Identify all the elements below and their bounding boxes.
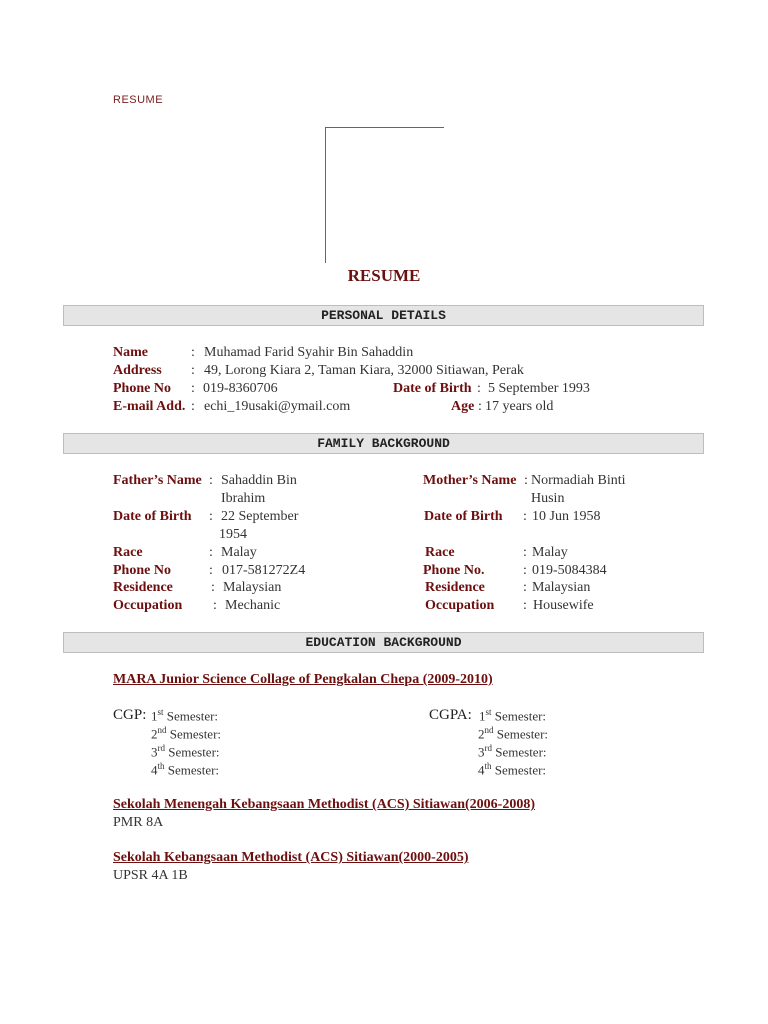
school-2-result: PMR 8A [113,815,164,830]
father-residence-value: Malaysian [223,580,282,595]
father-name-separator: : [209,473,213,488]
father-residence-separator: : [211,580,215,595]
phone-value: 019-8360706 [203,381,278,396]
name-value: Muhamad Farid Syahir Bin Sahaddin [204,345,414,360]
header-resume-label: RESUME [113,94,164,106]
father-dob-line2: 1954 [219,527,247,542]
cgpa-separator: : [467,707,472,723]
father-dob-label: Date of Birth [113,509,192,524]
section-personal-details: PERSONAL DETAILS [63,305,704,326]
father-phone-value: 017-581272Z4 [222,563,306,578]
father-occupation-separator: : [213,598,217,613]
mother-name-separator: : [524,473,528,488]
dob-value: 5 September 1993 [488,381,590,396]
father-race-value: Malay [221,545,257,560]
email-separator: : [191,399,195,414]
father-phone-separator: : [209,563,213,578]
school-2-title: Sekolah Menengah Kebangsaan Methodist (ACS) Sitiawan(2006-2008) [113,797,535,812]
cgpa-semester-2: 2nd Semester: [478,725,549,742]
school-3-result: UPSR 4A 1B [113,868,188,883]
address-separator: : [191,363,195,378]
father-race-label: Race [113,545,143,560]
dob-separator: : [477,381,481,396]
mother-residence-separator: : [523,580,527,595]
mother-phone-value: 019-5084384 [532,563,607,578]
cgp-semester-1: 1st Semester: [151,707,219,724]
father-name-line2: Ibrahim [221,491,266,506]
father-dob-separator: : [209,509,213,524]
cgp-label: CGP [113,707,143,723]
father-name-label: Father’s Name [113,473,202,488]
cgp-semester-4: 4th Semester: [151,761,220,778]
cgp-separator: : [142,707,147,723]
father-occupation-value: Mechanic [225,598,281,613]
cgpa-label-row [429,707,472,724]
father-dob-line1: 22 September [221,509,299,524]
cgp-semester-3: 3rd Semester: [151,743,220,760]
mother-phone-label: Phone No. [423,563,485,578]
cgpa-semester-1: 1st Semester: [479,707,547,724]
cgp-semester-2: 2nd Semester: [151,725,222,742]
mother-name-label: Mother’s Name [423,473,517,488]
age-value: 17 years old [485,399,554,414]
age-label: Age [451,399,475,414]
mother-occupation-separator: : [523,598,527,613]
cgpa-semester-3: 3rd Semester: [478,743,547,760]
email-label: E-mail Add. [113,399,186,414]
father-occupation-label: Occupation [113,598,183,613]
cgpa-label: CGPA [429,707,468,723]
section-education-background: EDUCATION BACKGROUND [63,632,704,653]
cgpa-semester-4: 4th Semester: [478,761,547,778]
mother-name-line2: Husin [531,491,565,506]
name-separator: : [191,345,195,360]
school-3-title: Sekolah Kebangsaan Methodist (ACS) Sitiawan(2000-2005) [113,850,469,865]
photo-placeholder [325,127,444,263]
mother-occupation-value: Housewife [533,598,594,613]
mother-phone-separator: : [523,563,527,578]
mother-dob-separator: : [523,509,527,524]
phone-label: Phone No [113,381,171,396]
name-label: Name [113,345,148,360]
email-value: echi_19usaki@ymail.com [204,399,351,414]
dob-label: Date of Birth [393,381,472,396]
phone-separator: : [191,381,195,396]
father-name-line1: Sahaddin Bin [221,473,297,488]
mother-name-line1: Normadiah Binti [531,473,626,488]
cgp-label-row [113,707,146,724]
age-separator: : [478,399,482,414]
page-title: RESUME [347,266,421,285]
mother-dob-label: Date of Birth [424,509,503,524]
section-family-background: FAMILY BACKGROUND [63,433,704,454]
father-phone-label: Phone No [113,563,171,578]
mother-residence-label: Residence [425,580,485,595]
mother-race-separator: : [523,545,527,560]
school-1-title: MARA Junior Science Collage of Pengkalan Chepa (2009-2010) [113,672,493,687]
mother-race-label: Race [425,545,455,560]
mother-occupation-label: Occupation [425,598,495,613]
father-residence-label: Residence [113,580,173,595]
father-race-separator: : [209,545,213,560]
mother-residence-value: Malaysian [532,580,591,595]
mother-dob-value: 10 Jun 1958 [532,509,601,524]
address-value: 49, Lorong Kiara 2, Taman Kiara, 32000 Sitiawan, Perak [204,363,524,378]
mother-race-value: Malay [532,545,568,560]
address-label: Address [113,363,162,378]
